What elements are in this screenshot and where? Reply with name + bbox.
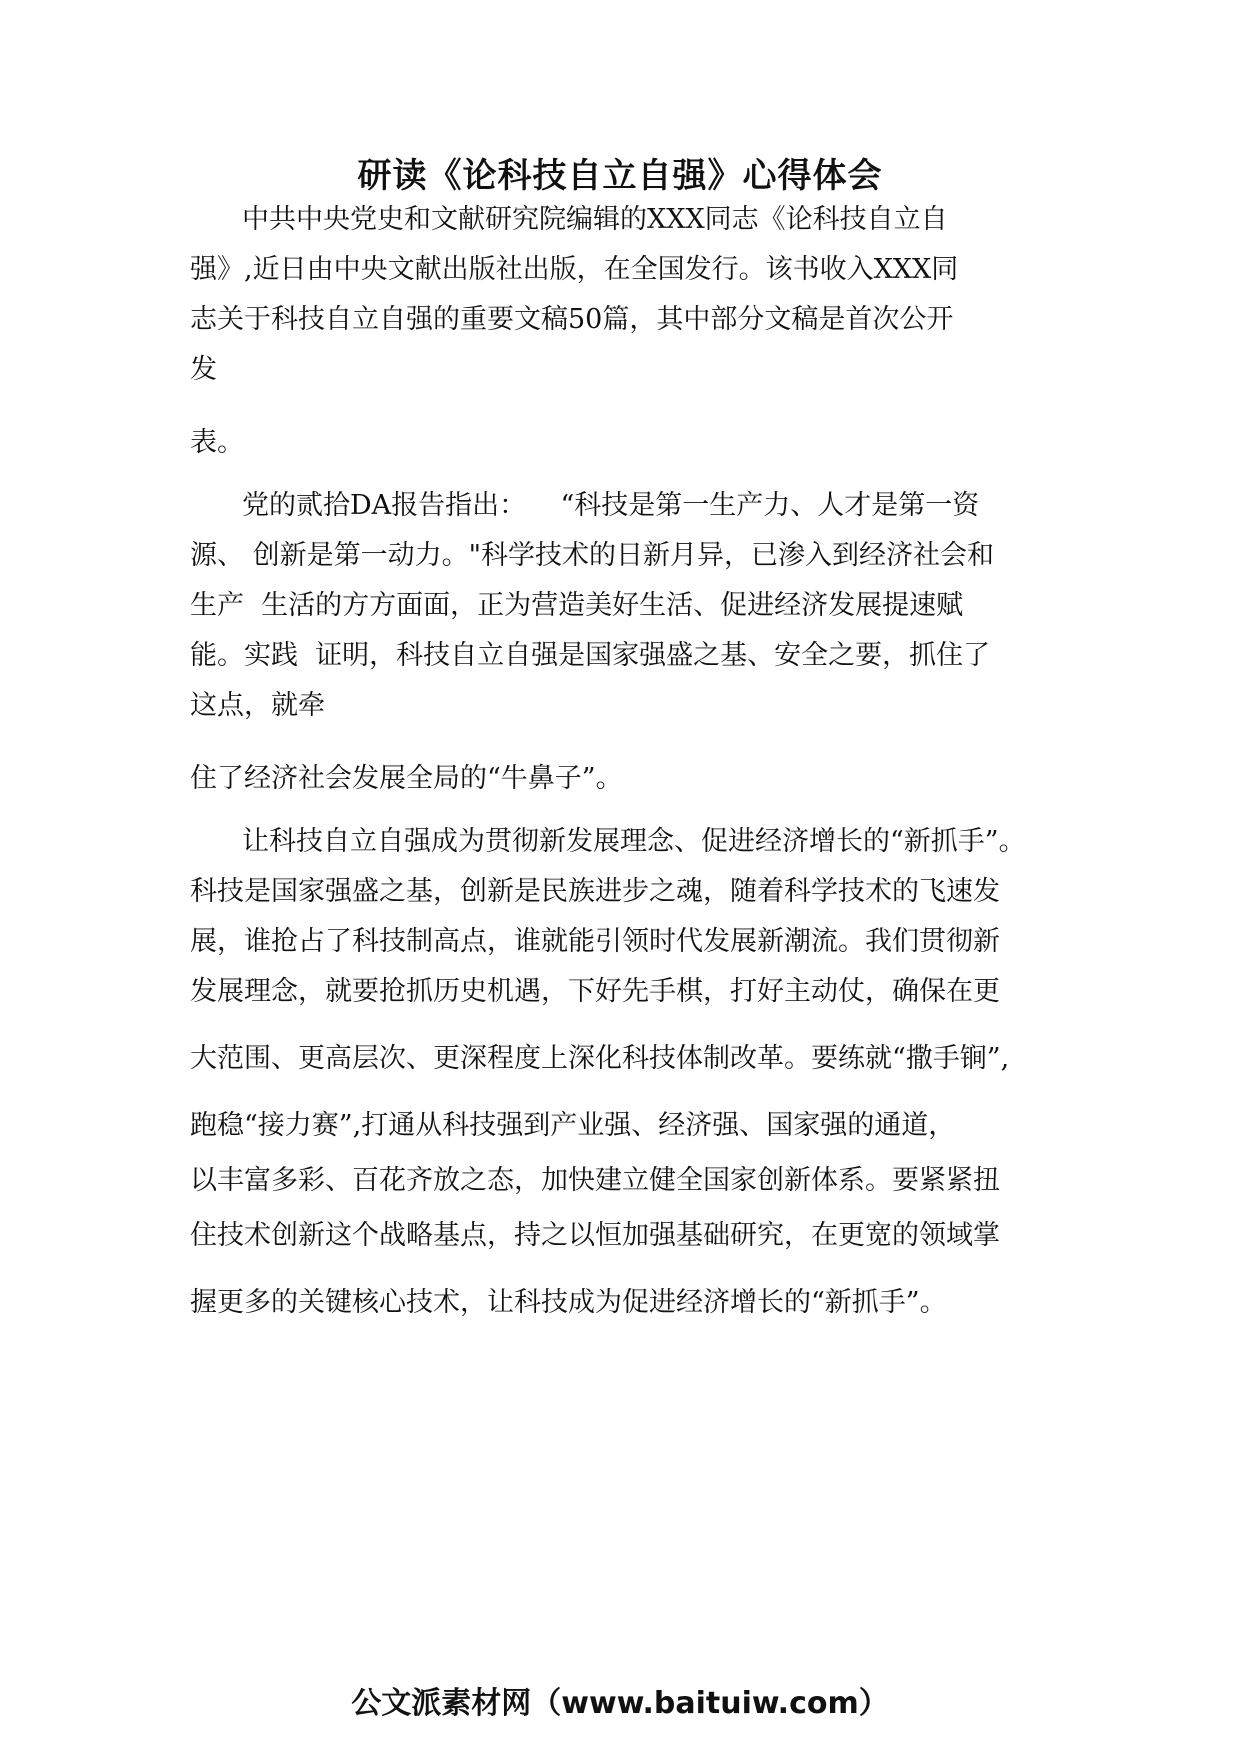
- paragraph-1-line-4: 发: [190, 354, 217, 385]
- paragraph-1-line-5: 表。: [190, 427, 244, 458]
- paragraph-2-line-4: 能。实践 证明，科技自立自强是国家强盛之基、安全之要，抓住了: [190, 640, 991, 671]
- paragraph-3-line-9: 握更多的关键核心技术，让科技成为促进经济增长的“新抓手”。: [190, 1287, 947, 1318]
- paragraph-3-line-6: 跑稳“接力赛”,打通从科技强到产业强、经济强、国家强的通道，: [190, 1110, 956, 1141]
- paragraph-3-line-3: 展，谁抢占了科技制高点，谁就能引领时代发展新潮流。我们贯彻新: [190, 926, 1000, 957]
- paragraph-3-line-2: 科技是国家强盛之基，创新是民族进步之魂，随着科学技术的飞速发: [190, 876, 1000, 907]
- paragraph-3-line-1: 让科技自立自强成为贯彻新发展理念、促进经济增长的“新抓手”。: [242, 826, 1026, 857]
- paragraph-2-line-1: 党的贰拾DA报告指出： “科技是第一生产力、人才是第一资: [242, 490, 980, 521]
- paragraph-3-line-8: 住技术创新这个战略基点，持之以恒加强基础研究，在更宽的领域掌: [190, 1220, 1000, 1251]
- paragraph-3-line-4: 发展理念，就要抢抓历史机遇，下好先手棋，打好主动仗，确保在更: [190, 976, 1000, 1007]
- paragraph-1-line-2: 强》,近日由中央文献出版社出版，在全国发行。该书收入XXX同: [190, 254, 959, 285]
- paragraph-2-line-6: 住了经济社会发展全局的“牛鼻子”。: [190, 763, 623, 794]
- paragraph-2-line-2: 源、 创新是第一动力。"科学技术的日新月异，已渗入到经济社会和: [190, 540, 995, 571]
- footer-watermark: 公文派素材网（www.baituiw.com）: [351, 1686, 889, 1721]
- document-title: 研读《论科技自立自强》心得体会: [357, 156, 883, 196]
- paragraph-2-line-5: 这点，就牵: [190, 690, 325, 721]
- paragraph-1-line-1: 中共中央党史和文献研究院编辑的XXX同志《论科技自立自: [242, 204, 948, 235]
- paragraph-3-line-5: 大范围、更高层次、更深程度上深化科技体制改革。要练就“撒手锏”,: [190, 1043, 1010, 1074]
- paragraph-1-line-3: 志关于科技自立自强的重要文稿50篇，其中部分文稿是首次公开: [190, 304, 954, 335]
- paragraph-3-line-7: 以丰富多彩、百花齐放之态，加快建立健全国家创新体系。要紧紧扭: [190, 1165, 1000, 1196]
- paragraph-2-line-3: 生产 生活的方方面面，正为营造美好生活、促进经济发展提速赋: [190, 590, 964, 621]
